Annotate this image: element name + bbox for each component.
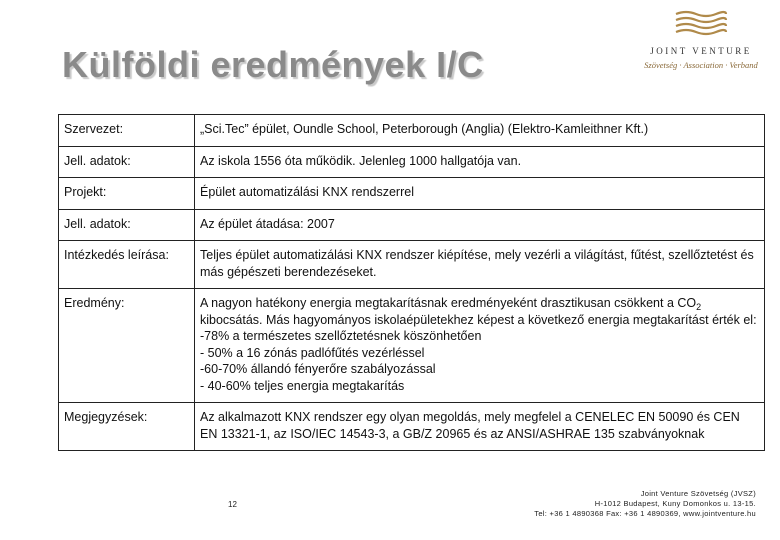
result-text-pre: A nagyon hatékony energia megtakarításnak eredményeként drasztikusan csökkent a CO xyxy=(200,296,697,310)
row-value: Az alkalmazott KNX rendszer egy olyan megoldás, mely megfelel a CENELEC EN 50090 és CEN EN 13321-1, az ISO/IEC 14543-3, a GB/Z 20965 és az ANSI/ASHRAE 135 szabványoknak xyxy=(195,403,765,451)
table-row xyxy=(59,403,765,451)
list-item: -60-70% állandó fényerőre szabályozással xyxy=(200,362,436,376)
row-label: Szervezet: xyxy=(59,115,195,147)
page-number: 12 xyxy=(228,500,237,509)
waves-icon xyxy=(630,8,772,44)
results-table xyxy=(58,114,765,451)
table-row xyxy=(59,241,765,289)
row-label: Eredmény: xyxy=(59,289,195,403)
row-value: Az iskola 1556 óta működik. Jelenleg 1000 hallgatója van. xyxy=(195,146,765,178)
table-row xyxy=(59,289,765,403)
row-label: Intézkedés leírása: xyxy=(59,241,195,289)
row-label: Jell. adatok: xyxy=(59,209,195,241)
list-item: - 40-60% teljes energia megtakarítás xyxy=(200,378,405,393)
joint-venture-logo xyxy=(630,8,772,74)
table-row xyxy=(59,178,765,210)
row-value-result xyxy=(195,289,765,403)
table-row xyxy=(59,209,765,241)
row-value: Épület automatizálási KNX rendszerrel xyxy=(195,178,765,210)
row-value: „Sci.Tec” épület, Oundle School, Peterborough (Anglia) (Elektro-Kamleithner Kft.) xyxy=(195,115,765,147)
table-row xyxy=(59,115,765,147)
footer-contact xyxy=(534,489,756,519)
page-title: Külföldi eredmények I/C xyxy=(62,44,484,85)
footer-line: Joint Venture Szövetség (JVSZ) xyxy=(640,489,756,498)
row-label: Megjegyzések: xyxy=(59,403,195,451)
logo-name: JOINT VENTURE xyxy=(650,46,752,56)
list-item: -78% a természetes szellőztetésnek köszönhetően xyxy=(200,329,482,343)
logo-tagline: Szövetség · Association · Verband xyxy=(644,60,758,70)
footer-line: H-1012 Budapest, Kuny Domonkos u. 13-15. xyxy=(594,499,756,508)
table-row xyxy=(59,146,765,178)
result-text-post: kibocsátás. Más hagyományos iskolaépületekhez képest a következő energia megtakarítást érték el: xyxy=(200,312,757,327)
row-label: Projekt: xyxy=(59,178,195,210)
row-value: Teljes épület automatizálási KNX rendszer kiépítése, mely vezérli a világítást, fűtést, szellőztetést és más gépészeti berendezéseket. xyxy=(195,241,765,289)
row-label: Jell. adatok: xyxy=(59,146,195,178)
co2-subscript: 2 xyxy=(696,302,702,312)
row-value: Az épület átadása: 2007 xyxy=(195,209,765,241)
footer-line: Tel: +36 1 4890368 Fax: +36 1 4890369, www.jointventure.hu xyxy=(534,509,756,518)
list-item: - 50% a 16 zónás padlófűtés vezérléssel xyxy=(200,345,425,360)
